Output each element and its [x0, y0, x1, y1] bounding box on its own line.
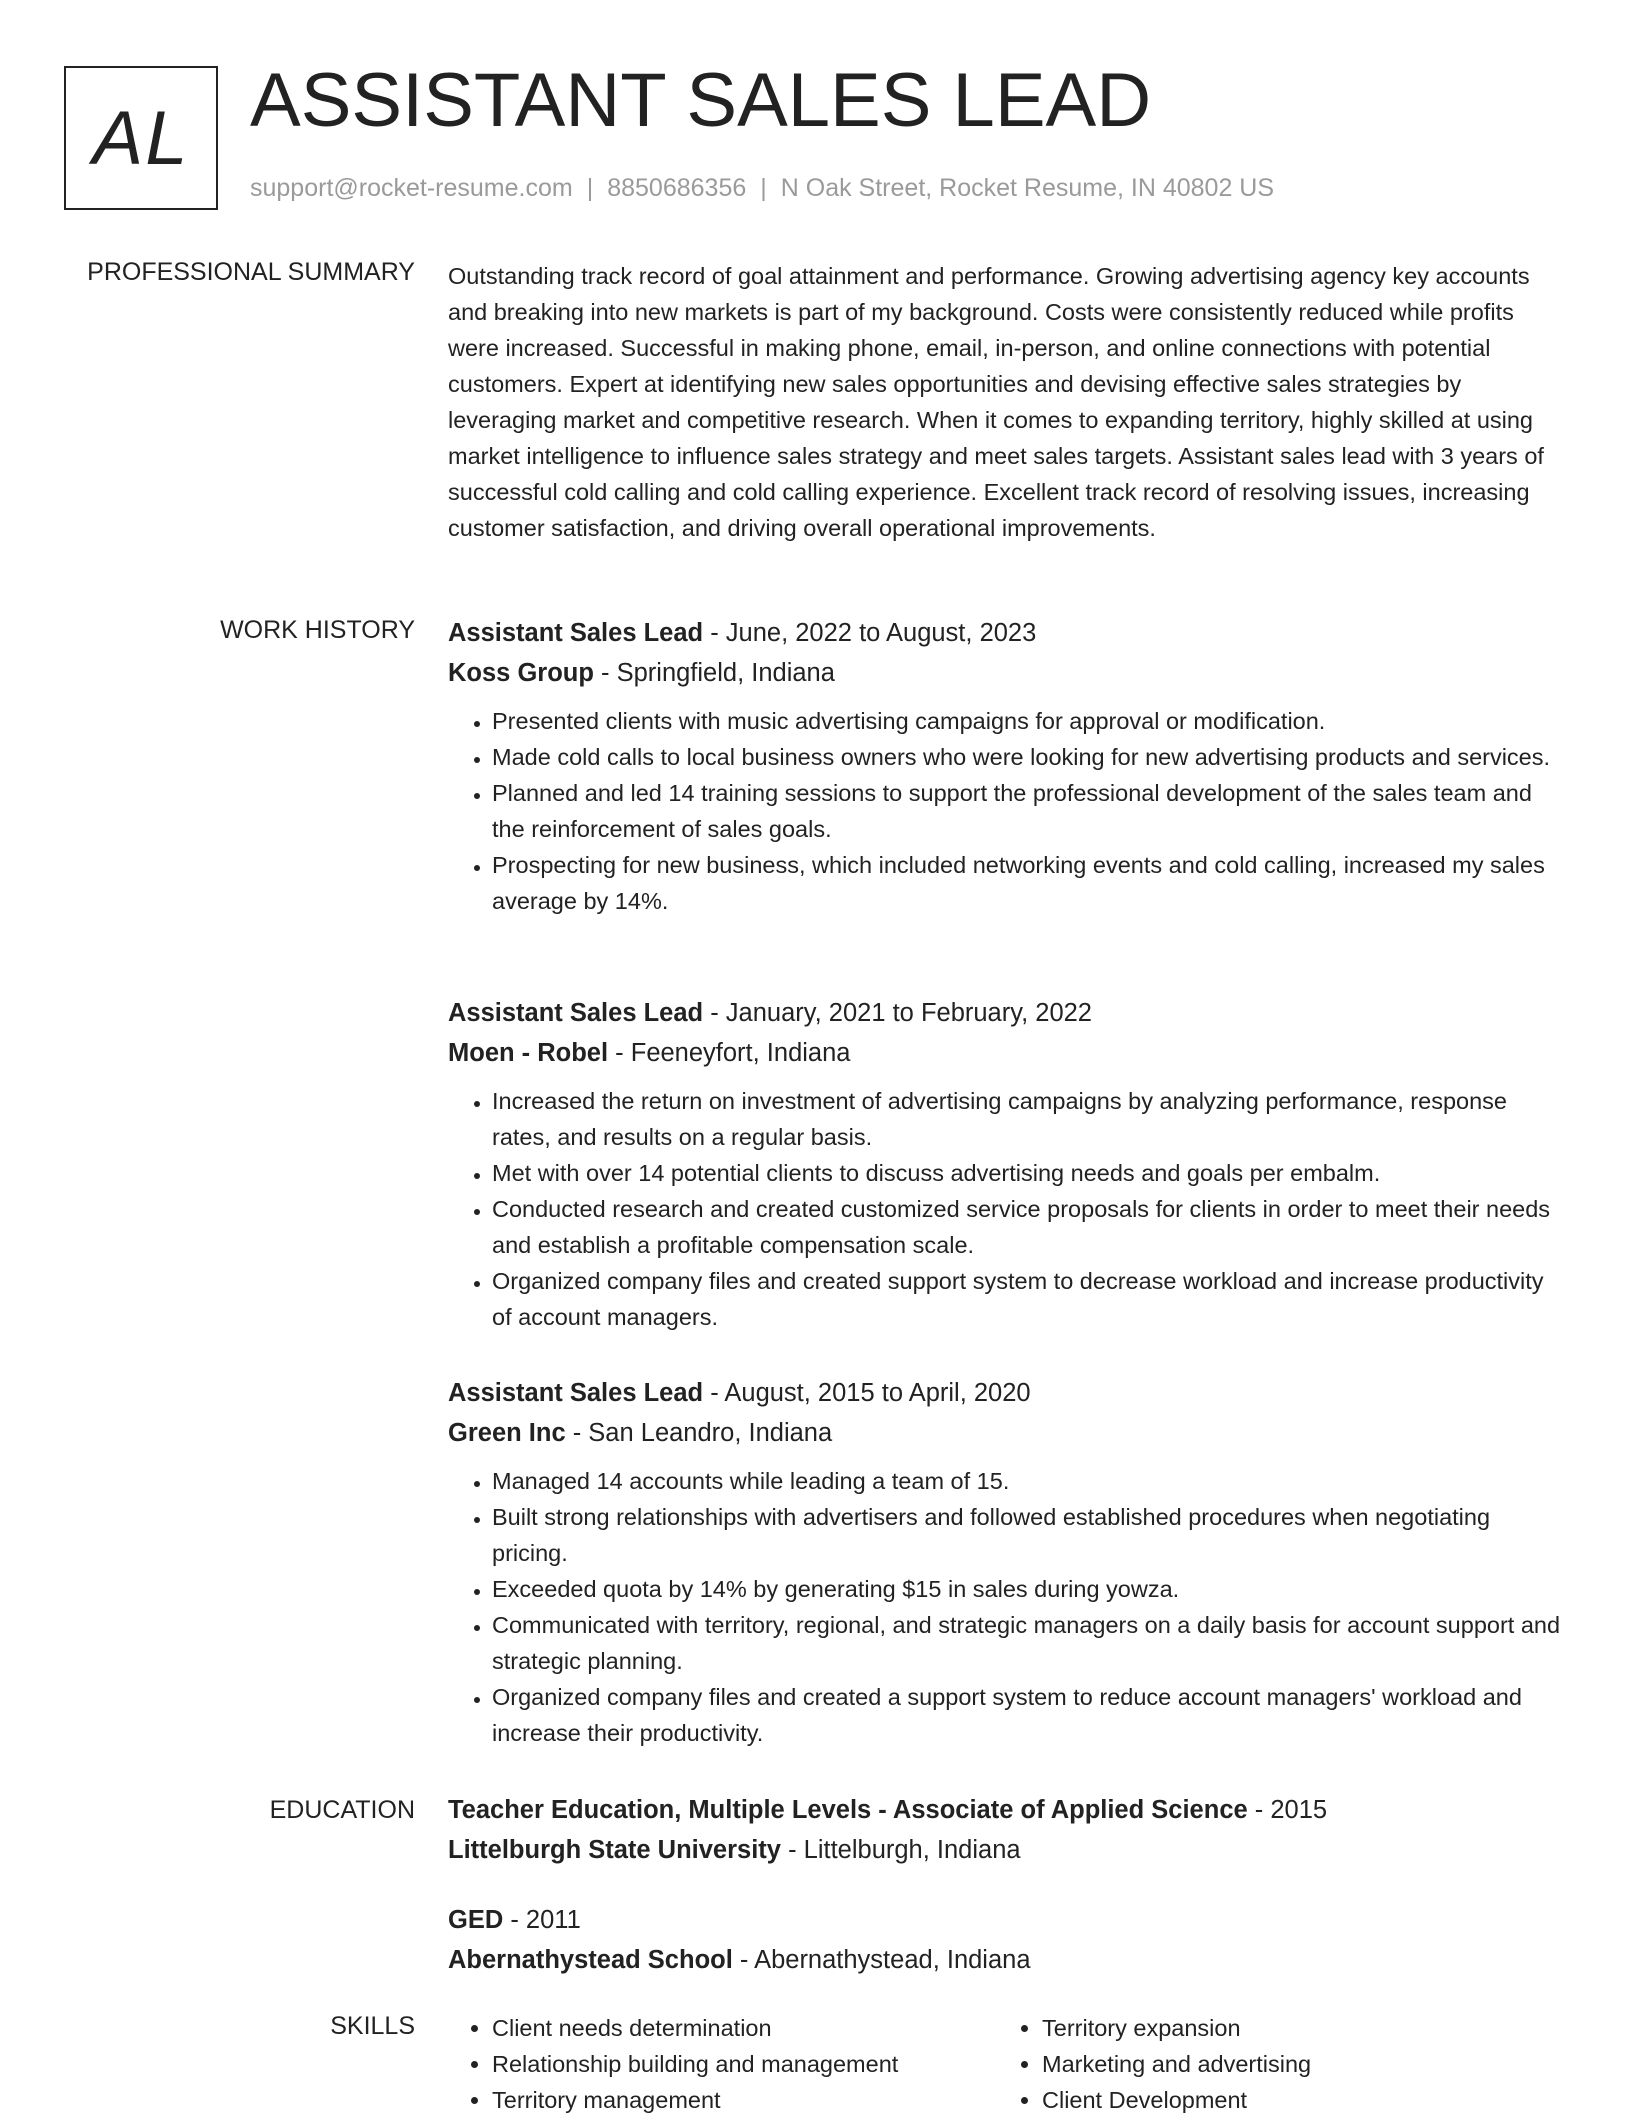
skill-item: • Territory management [492, 2082, 988, 2118]
job-bullet: • Met with over 14 potential clients to discuss advertising needs and goals per embalm. [492, 1155, 1568, 1191]
job-bullet: • Increased the return on investment of advertising campaigns by analyzing performance, response rates, and results on a regular basis. [492, 1083, 1568, 1155]
section-label-work-history: WORK HISTORY [220, 616, 415, 644]
job-bullet: • Conducted research and created customized service proposals for clients in order to meet their needs and establish a profitable compensation scale. [492, 1191, 1568, 1263]
education-degree-line [448, 1900, 1568, 1940]
education-degree: Teacher Education, Multiple Levels - Associate of Applied Science [448, 1796, 1248, 1824]
job-location: - San Leandro, Indiana [565, 1419, 833, 1447]
contact-phone[interactable]: 8850686356 [607, 174, 747, 202]
job-entry [448, 613, 1568, 919]
job-bullet: • Organized company files and created support system to decrease workload and increase productivity of account managers. [492, 1263, 1568, 1335]
section-label-education: EDUCATION [269, 1796, 415, 1824]
job-dates: - June, 2022 to August, 2023 [703, 619, 1037, 647]
education-degree-line [448, 1790, 1568, 1830]
skill-item: • Relationship building and management [492, 2046, 988, 2082]
job-title-line [448, 613, 1568, 653]
education-school: Littelburgh State University [448, 1836, 781, 1864]
job-company-line [448, 653, 1568, 693]
skill-item: • Territory expansion [1042, 2010, 1538, 2046]
summary-text: Outstanding track record of goal attainment and performance. Growing advertising agency key accounts and breaking into new markets is part of my background. Costs were consistently reduced while profits were increased. Successful in making phone, email, in-person, and online connections with potential customers. Expert at identifying new sales opportunities and devising effective sales strategies by leveraging market and competitive research. When it comes to expanding territory, highly skilled at using market intelligence to influence sales strategy and meet sales targets. Assistant sales lead with 3 years of successful cold calling and cold calling experience. Excellent track record of resolving issues, increasing customer satisfaction, and driving overall operational improvements. [448, 263, 1544, 541]
contact-line [250, 174, 1274, 203]
job-bullet: • Organized company files and created a support system to reduce account managers' workload and increase their productivity. [492, 1679, 1568, 1751]
job-entry [448, 1373, 1568, 1751]
initials-monogram [64, 66, 218, 210]
education-location: - Abernathystead, Indiana [732, 1946, 1031, 1974]
resume-title: ASSISTANT SALES LEAD [250, 58, 1152, 143]
job-bullets [448, 703, 1568, 919]
job-title: Assistant Sales Lead [448, 1379, 704, 1407]
job-bullet: • Planned and led 14 training sessions to support the professional development of the sales team and the reinforcement of sales goals. [492, 775, 1568, 847]
section-label-skills: SKILLS [330, 2012, 415, 2040]
education-school-line [448, 1830, 1568, 1870]
job-company: Koss Group [448, 659, 594, 687]
job-bullet: • Prospecting for new business, which included networking events and cold calling, increased my sales average by 14%. [492, 847, 1568, 919]
job-entry [448, 993, 1568, 1335]
job-bullet: • Communicated with territory, regional, and strategic managers on a daily basis for account support and strategic planning. [492, 1607, 1568, 1679]
job-bullet: • Exceeded quota by 14% by generating $15 in sales during yowza. [492, 1571, 1568, 1607]
job-title-line [448, 1373, 1568, 1413]
skills-list [448, 2010, 1568, 2120]
education-location: - Littelburgh, Indiana [780, 1836, 1021, 1864]
job-company-line [448, 1033, 1568, 1073]
education-entry [448, 1790, 1568, 1870]
job-bullet: • Built strong relationships with advertisers and followed established procedures when negotiating pricing. [492, 1499, 1568, 1571]
skill-item: • Client Development [1042, 2082, 1538, 2118]
contact-separator: | [586, 174, 594, 202]
education-degree: GED [448, 1906, 504, 1934]
job-dates: - August, 2015 to April, 2020 [703, 1379, 1031, 1407]
contact-separator: | [760, 174, 767, 202]
job-company: Green Inc [448, 1419, 566, 1447]
job-title: Assistant Sales Lead [448, 999, 704, 1027]
initials-text: AL [92, 95, 190, 181]
education-entry [448, 1900, 1568, 1980]
job-dates: - January, 2021 to February, 2022 [703, 999, 1092, 1027]
education-school-line [448, 1940, 1568, 1980]
skill-item: • Client needs determination [492, 2010, 988, 2046]
job-bullet: • Made cold calls to local business owners who were looking for new advertising products and services. [492, 739, 1568, 775]
education-school: Abernathystead School [448, 1946, 733, 1974]
contact-email[interactable]: support@rocket-resume.com [250, 174, 573, 202]
skills-column-left [448, 2010, 988, 2118]
job-bullet: • Managed 14 accounts while leading a team of 15. [492, 1463, 1568, 1499]
contact-address: N Oak Street, Rocket Resume, IN 40802 US [780, 174, 1275, 202]
section-label-summary: PROFESSIONAL SUMMARY [87, 258, 415, 286]
job-title: Assistant Sales Lead [448, 619, 704, 647]
job-location: - Springfield, Indiana [593, 659, 835, 687]
job-bullets [448, 1463, 1568, 1751]
skill-item: • Marketing and advertising [1042, 2046, 1538, 2082]
education-year: - 2015 [1247, 1796, 1328, 1824]
job-company-line [448, 1413, 1568, 1453]
education-year: - 2011 [503, 1906, 581, 1934]
job-bullet: • Presented clients with music advertising campaigns for approval or modification. [492, 703, 1568, 739]
job-location: - Feeneyfort, Indiana [608, 1039, 851, 1067]
skills-column-right [998, 2010, 1538, 2118]
job-bullets [448, 1083, 1568, 1335]
job-title-line [448, 993, 1568, 1033]
job-company: Moen - Robel [448, 1039, 609, 1067]
